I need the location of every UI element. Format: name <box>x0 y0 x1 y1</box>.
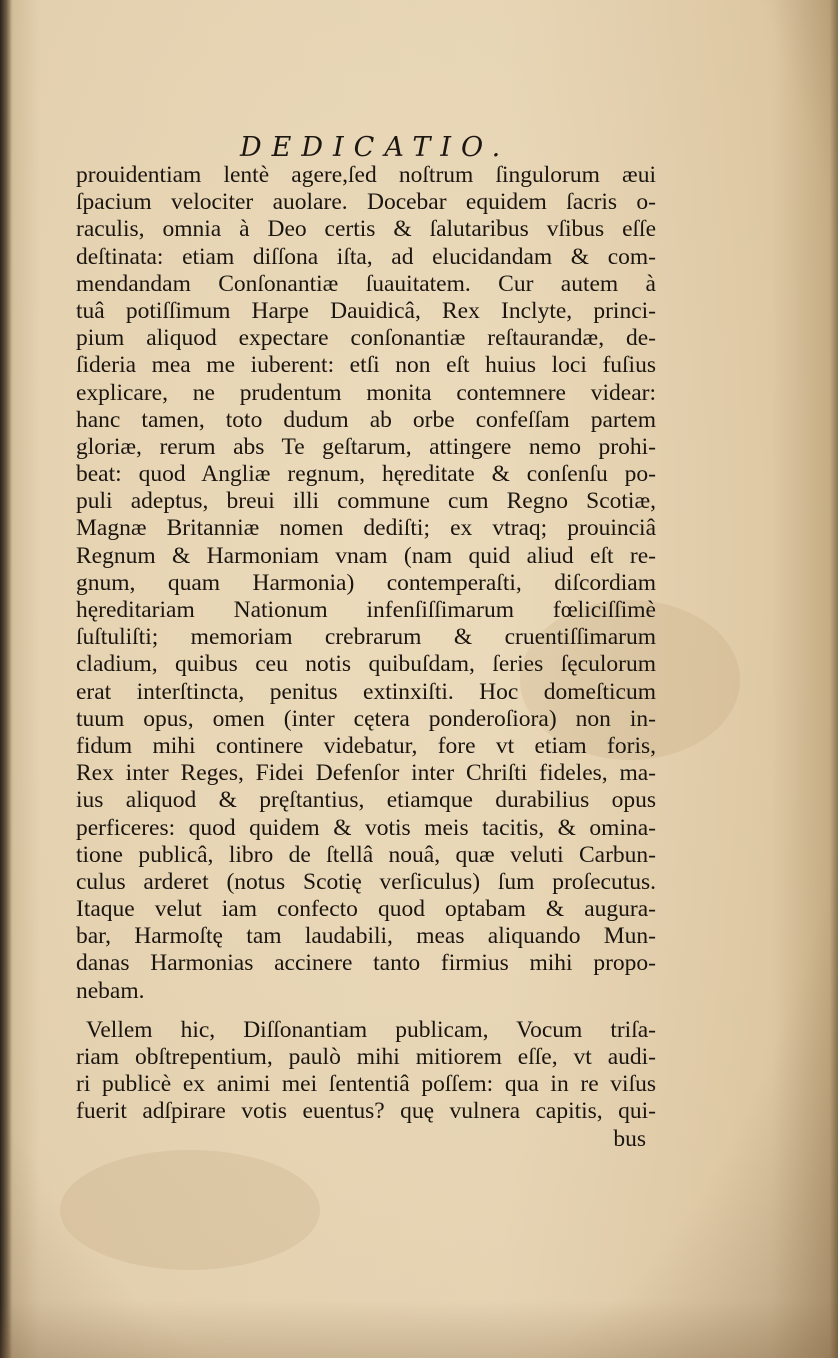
text-line: ri publicè ex animi mei ſententiâ poſſem: qua in re viſus <box>76 1071 656 1098</box>
text-line: culus arderet (notus Scotię verſiculus) ſum proſecutus. <box>76 868 656 895</box>
text-line: Rex inter Reges, Fidei Defenſor inter Chriſti fideles, ma- <box>76 760 656 787</box>
text-line: fidum mihi continere videbatur, fore vt etiam foris, <box>76 732 656 759</box>
text-line: pium aliquod expectare conſonantiæ reſtaurandæ, de- <box>76 325 656 352</box>
text-line: gnum, quam Harmonia) contemperaſti, diſcordiam <box>76 569 656 596</box>
text-line: ſpacium velociter auolare. Docebar equidem ſacris o- <box>76 189 656 216</box>
text-line: Magnæ Britanniæ nomen dediſti; ex vtraq; prouinciâ <box>76 515 656 542</box>
paper-stain <box>60 1150 320 1270</box>
text-line: erat interſtincta, penitus extinxiſti. Hoc domeſticum <box>76 678 656 705</box>
text-line: mendandam Conſonantiæ ſuauitatem. Cur autem à <box>76 270 656 297</box>
text-line: gloriæ, rerum abs Te geſtarum, attingere nemo prohi- <box>76 433 656 460</box>
text-line: prouidentiam lentè agere,ſed noſtrum ſingulorum æui <box>76 162 656 188</box>
text-line: tuum opus, omen (inter cętera ponderoſiora) non in- <box>76 705 656 732</box>
text-line: raculis, omnia à Deo certis & ſalutaribus vſibus eſſe <box>76 216 656 243</box>
text-line: deſtinata: etiam diſſona iſta, ad elucidandam & com- <box>76 243 656 270</box>
text-line: bar, Harmoſtę tam laudabili, meas aliquando Mun- <box>76 923 656 950</box>
text-line: ſideria mea me iuberent: etſi non eſt huius loci fuſius <box>76 352 656 379</box>
page-shadow <box>0 1300 838 1358</box>
text-line: Itaque velut iam confecto quod optabam & augura- <box>76 896 656 923</box>
catchword: bus <box>613 1125 646 1152</box>
text-line: puli adeptus, breui illi commune cum Regno Scotiæ, <box>76 488 656 515</box>
binding-gutter <box>0 0 12 1358</box>
text-line: danas Harmonias accinere tanto firmius mihi propo- <box>76 950 656 977</box>
text-line: Vellem hic, Diſſonantiam publicam, Vocum triſa- <box>86 1016 656 1043</box>
text-line: ius aliquod & pręſtantius, etiamque durabilius opus <box>76 787 656 814</box>
text-line: ſuſtuliſti; memoriam crebrarum & cruentiſſimarum <box>76 624 656 651</box>
text-line: nebam. <box>76 977 145 1004</box>
text-line: fuerit adſpirare votis euentus? quę vulnera capitis, qui- <box>76 1098 656 1125</box>
paragraph-gap <box>76 1005 656 1017</box>
text-line: hanc tamen, toto dudum ab orbe confeſſam partem <box>76 406 656 433</box>
body-text <box>76 162 656 1153</box>
text-line: beat: quod Angliæ regnum, hęreditate & conſenſu po- <box>76 461 656 488</box>
text-line: hęreditariam Nationum infenſiſſimarum fœliciſſimè <box>76 597 656 623</box>
text-line: tuâ potiſſimum Harpe Dauidicâ, Rex Inclyte, princi- <box>76 297 656 324</box>
running-head: DEDICATIO. <box>240 132 511 163</box>
text-line: perficeres: quod quidem & votis meis tacitis, & omina- <box>76 814 656 841</box>
text-line: Regnum & Harmoniam vnam (nam quid aliud eſt re- <box>76 542 656 569</box>
text-line: explicare, ne prudentum monita contemnere videar: <box>76 379 656 406</box>
text-line: cladium, quibus ceu notis quibuſdam, ſeries ſęculorum <box>76 651 656 678</box>
text-line: tione publicâ, libro de ſtellâ nouâ, quæ veluti Carbun- <box>76 841 656 868</box>
text-line: riam obſtrepentium, paulò mihi mitiorem eſſe, vt audi- <box>76 1044 656 1070</box>
